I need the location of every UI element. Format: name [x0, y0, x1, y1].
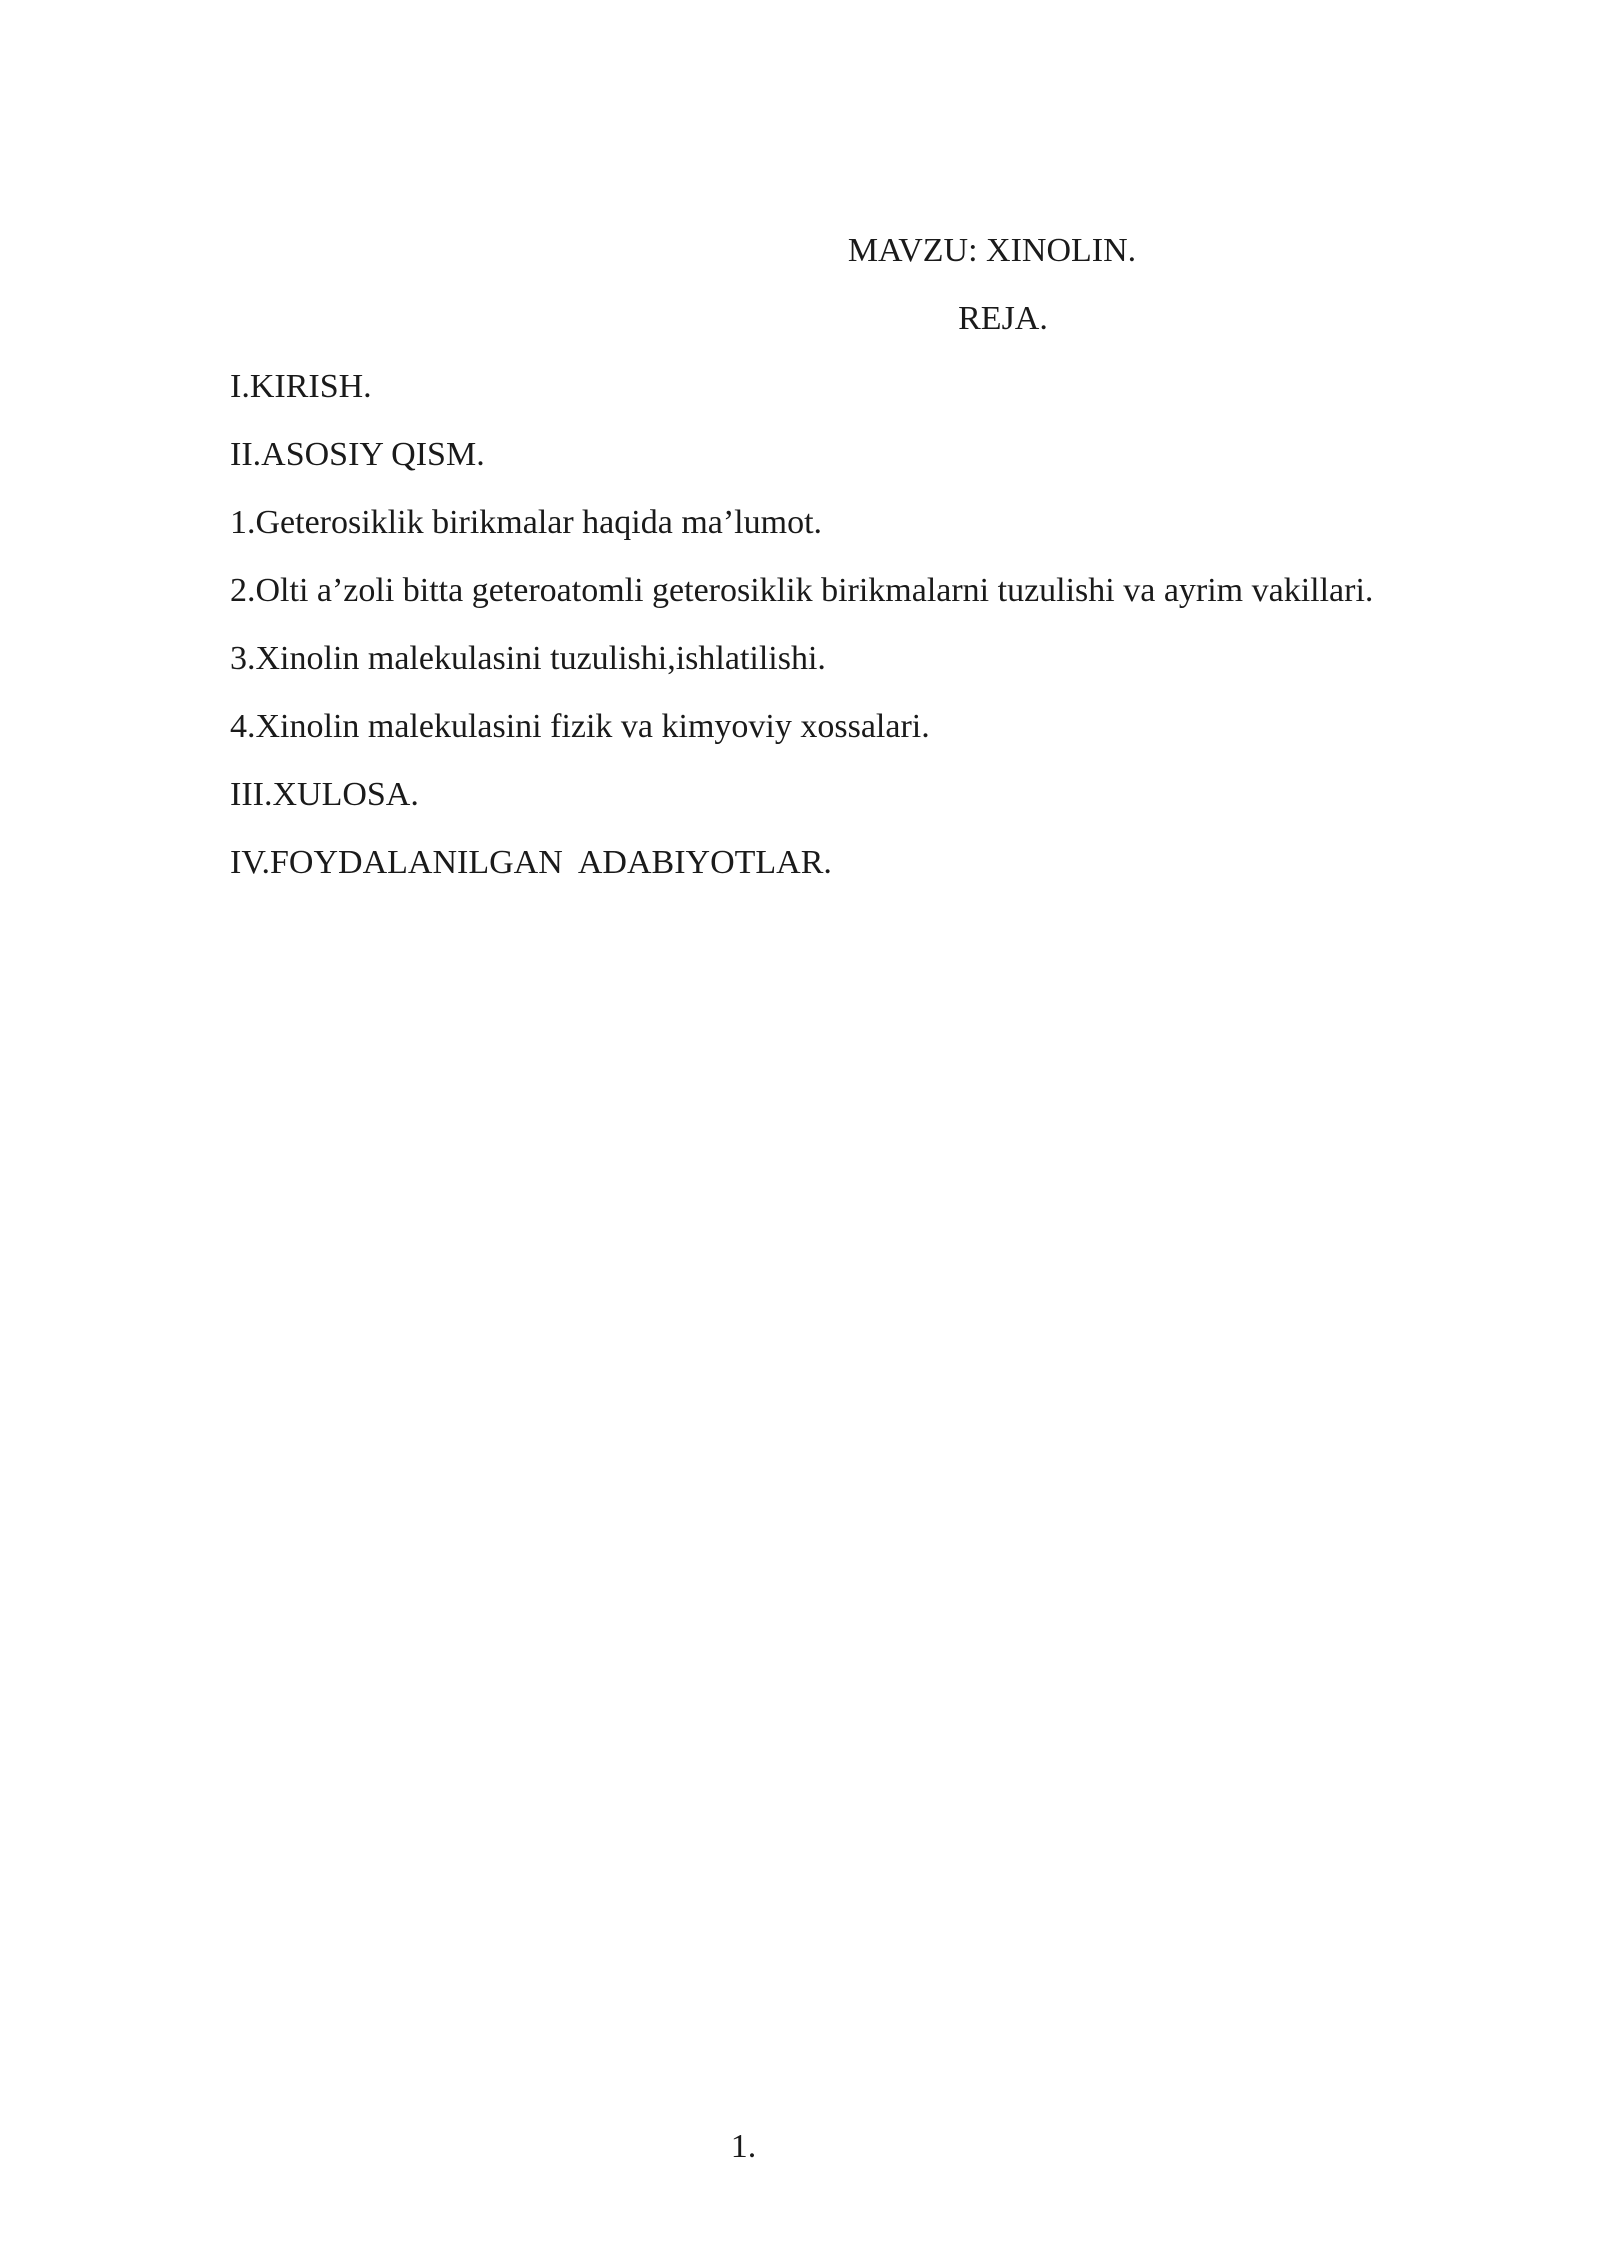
- plan-heading: REJA.: [958, 300, 1048, 337]
- plan-item-introduction: I.KIRISH.: [230, 368, 372, 405]
- plan-item-references: IV.FOYDALANILGAN ADABIYOTLAR.: [230, 844, 832, 881]
- plan-item-conclusion: III.XULOSA.: [230, 776, 419, 813]
- page-number: 1.: [730, 2128, 757, 2165]
- plan-item-3: 3.Xinolin malekulasini tuzulishi,ishlatilishi.: [230, 640, 826, 677]
- document-title: MAVZU: XINOLIN.: [847, 232, 1137, 269]
- plan-item-main-part: II.ASOSIY QISM.: [230, 436, 485, 473]
- document-body: [230, 228, 1488, 908]
- plan-item-2: 2.Olti a’zoli bitta geteroatomli geterosiklik birikmalarni tuzulishi va ayrim vakillari.: [230, 572, 1374, 609]
- plan-item-4: 4.Xinolin malekulasini fizik va kimyoviy xossalari.: [230, 708, 930, 745]
- plan-item-1: 1.Geterosiklik birikmalar haqida ma’lumot.: [230, 504, 823, 541]
